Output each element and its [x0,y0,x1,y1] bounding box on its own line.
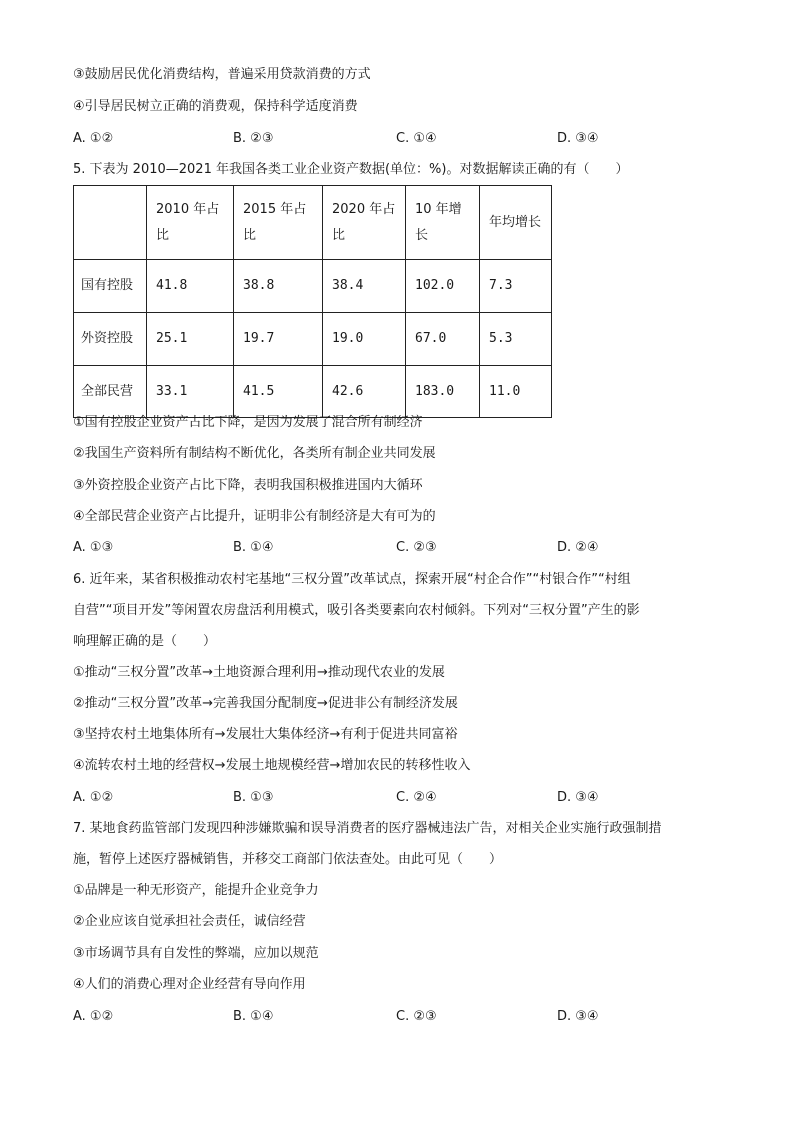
table-cell: 183.0 [406,366,480,418]
table-cell: 19.7 [234,313,323,366]
table-row [74,260,552,313]
table-row [74,366,552,418]
q6-option-a[interactable]: A. ①② [73,790,114,805]
table-header-cell: 2010 年占 比 [147,186,234,260]
q6-item-4: ④流转农村土地的经营权→发展土地规模经营→增加农民的转移性收入 [73,758,471,773]
row-label: 全部民营 [74,366,147,418]
q5-item-4: ④全部民营企业资产占比提升，证明非公有制经济是大有可为的 [73,509,436,524]
table-header-cell: 2020 年占 比 [323,186,406,260]
q5-option-d[interactable]: D. ②④ [557,540,599,555]
table-cell: 41.5 [234,366,323,418]
table-cell: 5.3 [480,313,552,366]
q6-item-3: ③坚持农村土地集体所有→发展壮大集体经济→有利于促进共同富裕 [73,727,458,742]
table-cell: 67.0 [406,313,480,366]
table-cell: 41.8 [147,260,234,313]
q5-item-2: ②我国生产资料所有制结构不断优化，各类所有制企业共同发展 [73,446,436,461]
q6-stem-line-3: 响理解正确的是（ ） [73,634,217,649]
q5-option-a[interactable]: A. ①③ [73,540,114,555]
q4-option-b[interactable]: B. ②③ [233,131,274,146]
table-cell: 11.0 [480,366,552,418]
q7-option-b[interactable]: B. ①④ [233,1009,274,1024]
q6-item-1: ①推动“三权分置”改革→土地资源合理利用→推动现代农业的发展 [73,665,445,680]
table-cell: 33.1 [147,366,234,418]
table-cell: 38.8 [234,260,323,313]
table-cell: 19.0 [323,313,406,366]
q7-option-d[interactable]: D. ③④ [557,1009,599,1024]
q7-option-a[interactable]: A. ①② [73,1009,114,1024]
row-label: 国有控股 [74,260,147,313]
asset-data-table [73,185,552,418]
q7-item-1: ①品牌是一种无形资产，能提升企业竞争力 [73,883,319,898]
q6-option-b[interactable]: B. ①③ [233,790,274,805]
q5-option-b[interactable]: B. ①④ [233,540,274,555]
q4-item-3: ③鼓励居民优化消费结构，普遍采用贷款消费的方式 [73,67,371,82]
q5-item-1: ①国有控股企业资产占比下降，是因为发展了混合所有制经济 [73,415,423,430]
q7-stem-line-2: 施，暂停上述医疗器械销售，并移交工商部门依法查处。由此可见（ ） [73,852,503,867]
table-header-cell: 10 年增 长 [406,186,480,260]
q4-option-d[interactable]: D. ③④ [557,131,599,146]
q6-option-c[interactable]: C. ②④ [396,790,437,805]
q6-stem-line-1: 6. 近年来，某省积极推动农村宅基地“三权分置”改革试点，探索开展“村企合作”“村银合作”“村组 [73,572,631,587]
table-header-cell: 年均增长 [480,186,552,260]
q5-stem: 5. 下表为 2010—2021 年我国各类工业企业资产数据(单位：%)。对数据解读正确的有（ ） [73,162,629,177]
q7-stem-line-1: 7. 某地食药监管部门发现四种涉嫌欺骗和误导消费者的医疗器械违法广告，对相关企业实施行政强制措 [73,821,662,836]
q4-option-c[interactable]: C. ①④ [396,131,437,146]
table-cell: 42.6 [323,366,406,418]
q6-stem-line-2: 自营”“项目开发”等闲置农房盘活利用模式，吸引各类要素向农村倾斜。下列对“三权分置”产生的影 [73,603,640,618]
row-label: 外资控股 [74,313,147,366]
table-row [74,313,552,366]
q4-option-a[interactable]: A. ①② [73,131,114,146]
q7-item-3: ③市场调节具有自发性的弊端，应加以规范 [73,946,319,961]
table-header-cell [74,186,147,260]
table-header-row [74,186,552,260]
q6-item-2: ②推动“三权分置”改革→完善我国分配制度→促进非公有制经济发展 [73,696,458,711]
q7-item-4: ④人们的消费心理对企业经营有导向作用 [73,977,306,992]
q7-option-c[interactable]: C. ②③ [396,1009,437,1024]
q6-option-d[interactable]: D. ③④ [557,790,599,805]
table-cell: 102.0 [406,260,480,313]
table-cell: 38.4 [323,260,406,313]
q5-option-c[interactable]: C. ②③ [396,540,437,555]
table-header-cell: 2015 年占 比 [234,186,323,260]
q7-item-2: ②企业应该自觉承担社会责任，诚信经营 [73,914,306,929]
q4-item-4: ④引导居民树立正确的消费观，保持科学适度消费 [73,99,358,114]
q5-item-3: ③外资控股企业资产占比下降，表明我国积极推进国内大循环 [73,478,423,493]
table-cell: 7.3 [480,260,552,313]
table-cell: 25.1 [147,313,234,366]
